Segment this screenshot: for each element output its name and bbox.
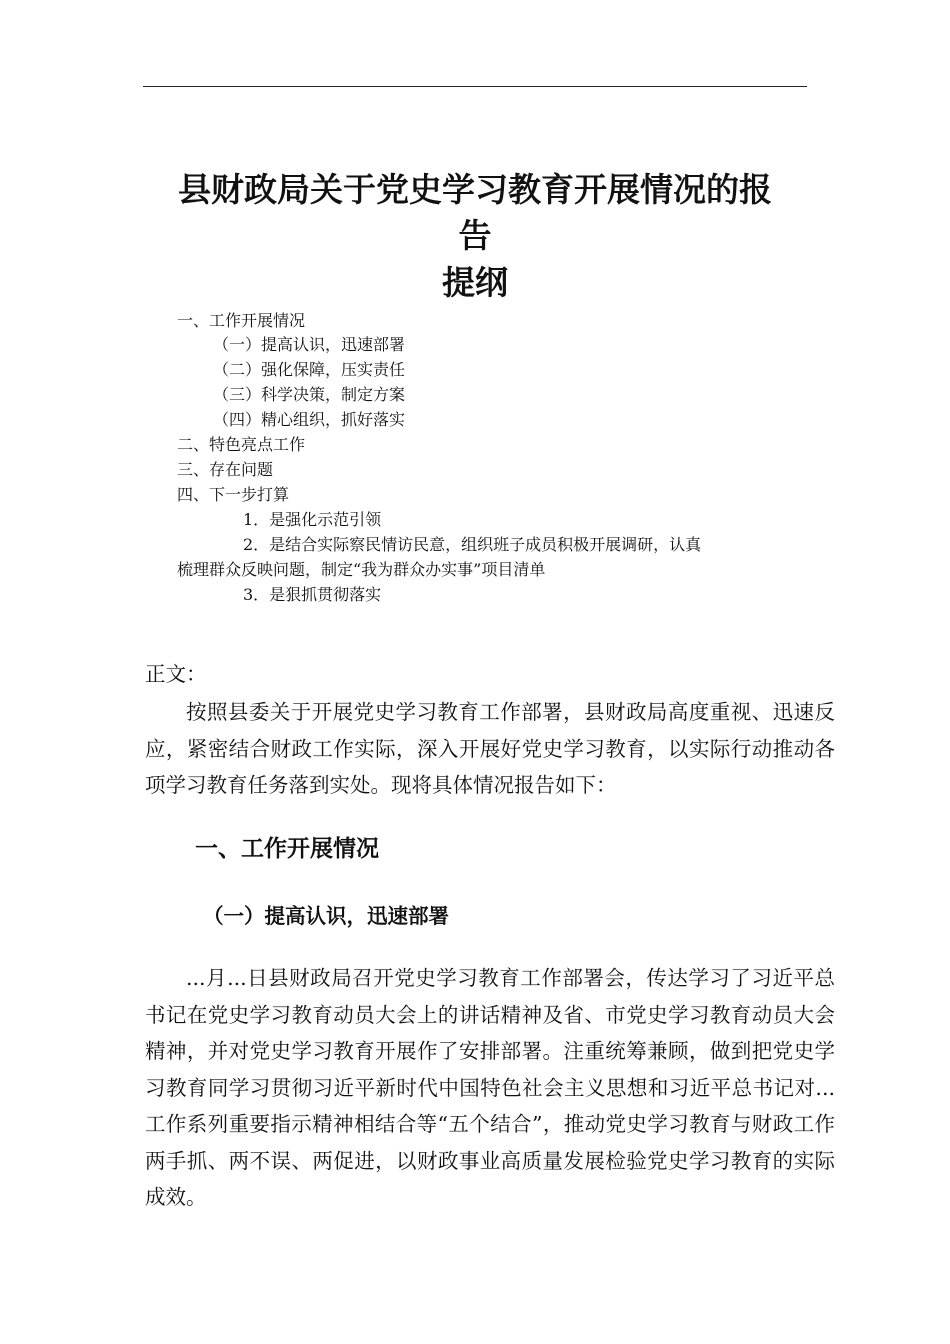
outline-section-4: 四、下一步打算	[177, 485, 290, 504]
outline-item: 3．是狠抓贯彻落实	[243, 585, 382, 604]
outline-section-3: 三、存在问题	[177, 460, 274, 479]
outline-item: 1．是强化示范引领	[243, 510, 382, 529]
subsection-heading: （一）提高认识，迅速部署	[203, 904, 449, 928]
outline-section-1: 一、工作开展情况	[177, 311, 306, 330]
doc-title-line3: 提纲	[442, 263, 508, 302]
body-paragraph: ...月...日县财政局召开党史学习教育工作部署会，传达学习了习近平总书记在党史学习教育动员大会上的讲话精神及省、市党史学习教育动员大会精神，并对党史学习教育开展作了安排部署。注重统筹兼顾，做到把党史学习教育同学习贯彻习近平新时代中国特色社会主义思想和习近平总书记对...工作系列重要指示精神相结合等“五个结合”，推动党史学习教育与财政工作两手抓、两不误、两促进，以财政事业高质量发展检验党史学习教育的实际成效。	[145, 966, 835, 1209]
outline-item-continued: 梳理群众反映问题，制定“我为群众办实事”项目清单	[177, 560, 546, 579]
outline-item: （二）强化保障，压实责任	[213, 360, 406, 379]
body-label: 正文：	[145, 662, 207, 686]
section-heading: 一、工作开展情况	[195, 836, 379, 862]
outline-section-2: 二、特色亮点工作	[177, 435, 306, 454]
outline-item: （一）提高认识，迅速部署	[213, 335, 406, 354]
outline-item: （三）科学决策，制定方案	[213, 385, 406, 404]
doc-title-line1: 县财政局关于党史学习教育开展情况的报	[178, 170, 772, 209]
outline-item: 2．是结合实际察民情访民意，组织班子成员积极开展调研，认真	[243, 535, 702, 554]
outline-item: （四）精心组织，抓好落实	[213, 410, 406, 429]
intro-paragraph: 按照县委关于开展党史学习教育工作部署，县财政局高度重视、迅速反应，紧密结合财政工作实际，深入开展好党史学习教育，以实际行动推动各项学习教育任务落到实处。现将具体情况报告如下：	[145, 700, 835, 797]
header-rule	[143, 86, 807, 87]
doc-title-line2: 告	[458, 216, 492, 255]
